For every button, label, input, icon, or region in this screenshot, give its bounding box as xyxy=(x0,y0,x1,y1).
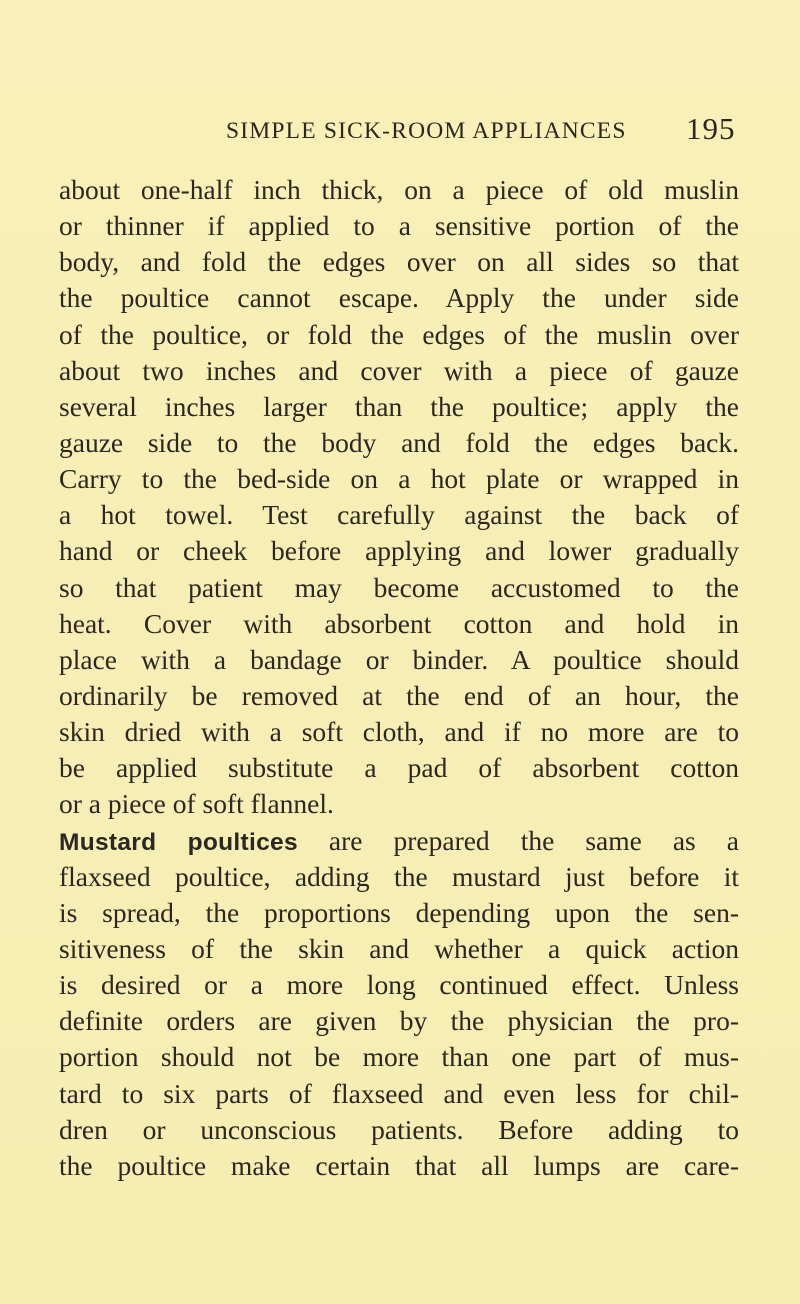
text-line: several inches larger than the poultice; apply the xyxy=(59,390,739,422)
text-line: dren or unconscious patients. Before adding to xyxy=(59,1113,739,1145)
text-line: gauze side to the body and fold the edges back. xyxy=(59,426,739,458)
text-line-first xyxy=(59,823,739,859)
text-line-rest: are prepared the same as a xyxy=(297,824,739,856)
text-line: skin dried with a soft cloth, and if no more are to xyxy=(59,716,739,748)
text-line: the poultice make certain that all lumps are care- xyxy=(59,1149,739,1181)
text-line: a hot towel. Test carefully against the back of xyxy=(59,499,739,531)
text-line: of the poultice, or fold the edges of the muslin over xyxy=(59,318,739,350)
text-line: flaxseed poultice, adding the mustard just before it xyxy=(59,860,739,892)
text-line: ordinarily be removed at the end of an hour, the xyxy=(59,679,739,711)
text-line: tard to six parts of flaxseed and even less for chil- xyxy=(59,1077,739,1109)
text-line: or thinner if applied to a sensitive portion of the xyxy=(59,210,739,242)
text-line: hand or cheek before applying and lower gradually xyxy=(59,535,739,567)
paragraph-poultice-application xyxy=(59,172,739,823)
text-line: or a piece of soft flannel. xyxy=(59,788,334,820)
paragraph-mustard-poultices xyxy=(59,823,739,1184)
text-line: so that patient may become accustomed to the xyxy=(59,571,739,603)
running-head-title: SIMPLE SICK-ROOM APPLIANCES xyxy=(226,118,627,144)
text-line: heat. Cover with absorbent cotton and hold in xyxy=(59,607,739,639)
running-head xyxy=(0,111,800,156)
text-line: about one-half inch thick, on a piece of old muslin xyxy=(59,174,739,205)
text-line: is desired or a more long continued effect. Unless xyxy=(59,969,739,1001)
text-line: be applied substitute a pad of absorbent cotton xyxy=(59,752,739,784)
text-line: sitiveness of the skin and whether a quick action xyxy=(59,932,739,964)
run-in-heading: Mustard poultices xyxy=(59,828,298,856)
text-line: portion should not be more than one part of mus- xyxy=(59,1041,739,1073)
body-text xyxy=(59,172,739,1184)
text-line: place with a bandage or binder. A poultice should xyxy=(59,643,739,675)
text-line: Carry to the bed-side on a hot plate or wrapped in xyxy=(59,463,739,495)
text-line: is spread, the proportions depending upon the sen- xyxy=(59,896,739,928)
text-line: definite orders are given by the physician the pro- xyxy=(59,1005,739,1037)
text-line: the poultice cannot escape. Apply the under side xyxy=(59,282,739,314)
text-line: body, and fold the edges over on all sides so that xyxy=(59,246,739,278)
text-line: about two inches and cover with a piece of gauze xyxy=(59,354,739,386)
page-number: 195 xyxy=(686,111,736,146)
